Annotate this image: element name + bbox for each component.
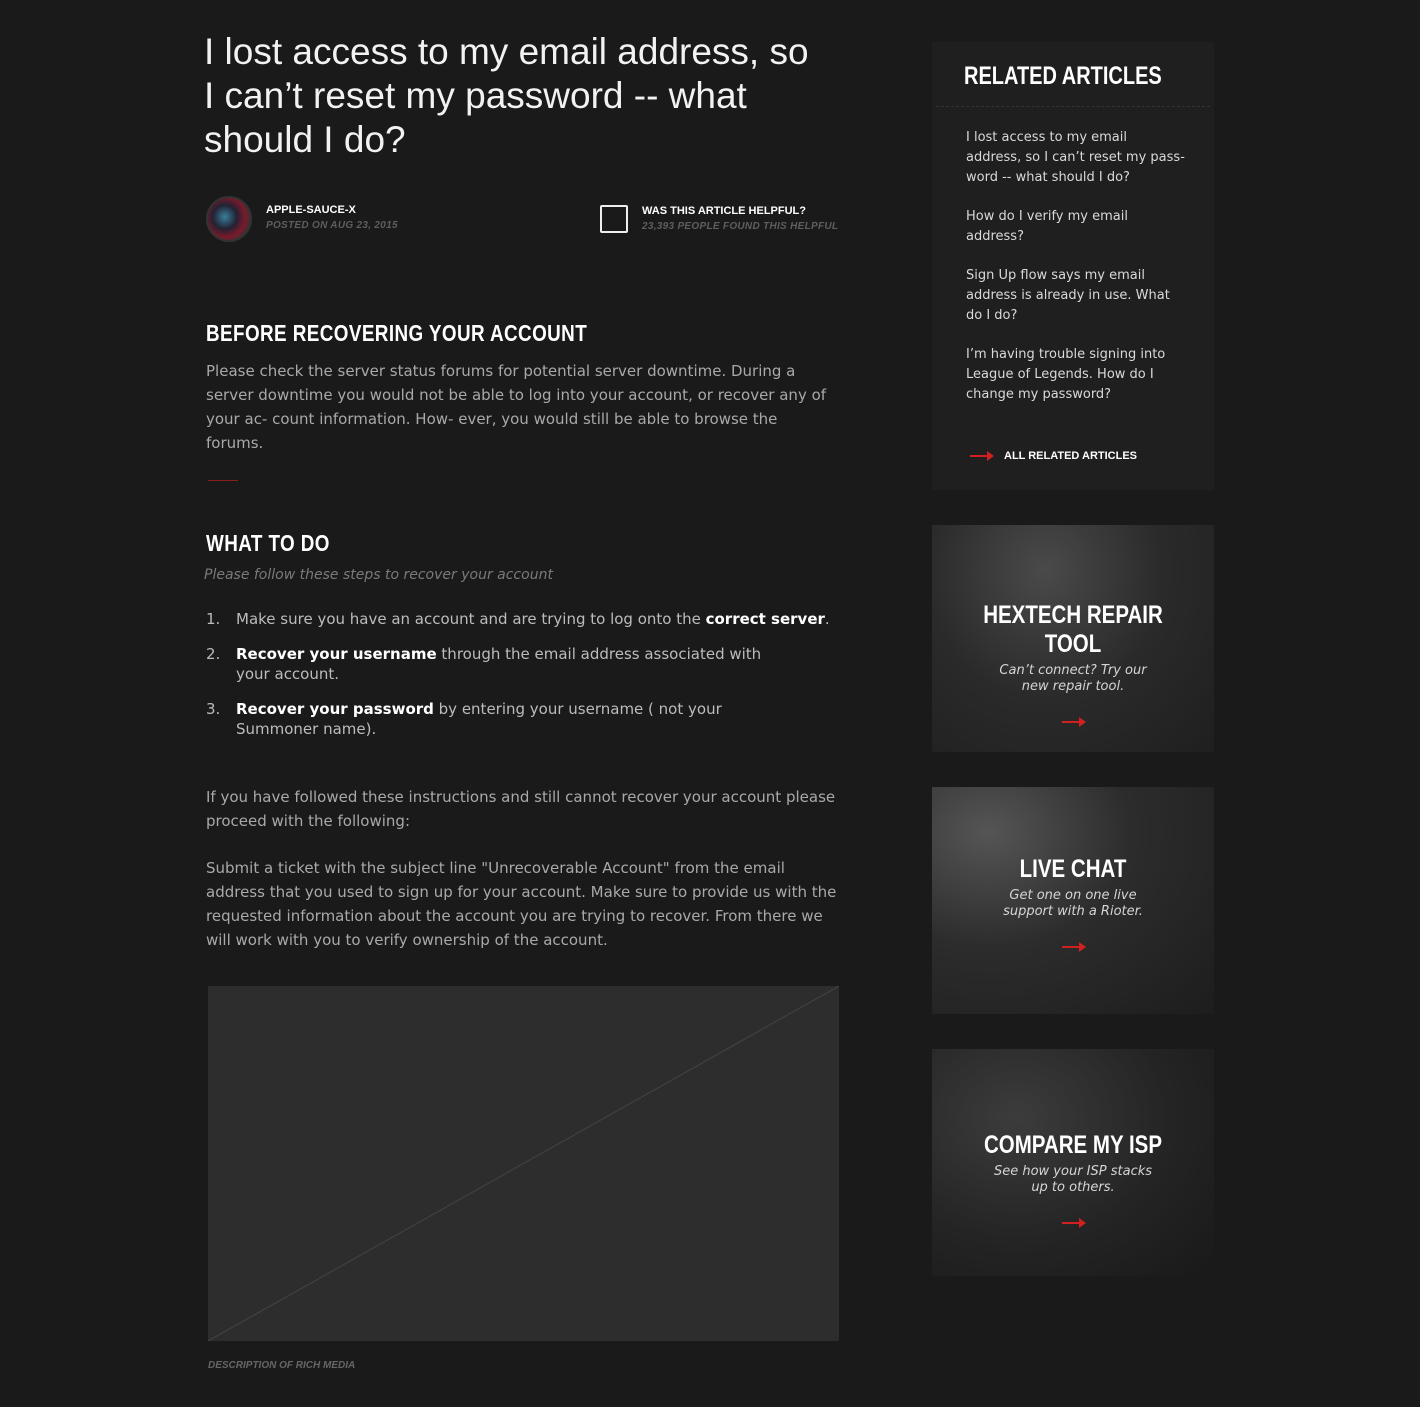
section-before-recovering [206, 320, 838, 455]
related-article-link[interactable]: I lost access to my email address, so I can’t reset my pass- word -- what should I do? [966, 130, 1185, 185]
all-related-articles-link[interactable] [970, 450, 1137, 462]
step-item [206, 699, 846, 739]
card-description: See how your ISP stacks up to others. [993, 1164, 1153, 1195]
card-description: Get one on one live support with a Rioter. [1003, 888, 1143, 919]
avatar[interactable] [206, 196, 252, 242]
step-text: through the email address associated with your account. [236, 645, 762, 683]
related-article-link[interactable]: Sign Up flow says my email address is already in use. What do I do? [966, 268, 1170, 323]
arrow-right-icon [1062, 946, 1084, 948]
steps-list [206, 609, 846, 739]
section-body: Please check the server status forums for potential server downtime. During a server downtime you would not be able to log into your account, or recover any of your ac- count information. How- ever, you would still be able to browse the forums. [206, 362, 827, 452]
divider [208, 480, 238, 481]
step-bold: Recover your username [236, 645, 437, 663]
step-text: Make sure you have an account and are trying to log onto the [236, 610, 706, 628]
rich-media-placeholder[interactable] [208, 986, 839, 1341]
ticket-paragraph: Submit a ticket with the subject line "Unrecoverable Account" from the email address that you used to sign up for your account. Make sure to provide us with the requested information about the account you are trying to recover. From there we will work with you to verify ownership of the account. [206, 859, 837, 949]
instructions-paragraph: If you have followed these instructions and still cannot recover your account please proceed with the following: [206, 788, 836, 830]
section-heading: BEFORE RECOVERING YOUR ACCOUNT [206, 320, 588, 346]
sidebar [932, 42, 1214, 1276]
card-title: HEXTECH REPAIR TOOL [983, 601, 1163, 658]
arrow-right-icon [1062, 1222, 1084, 1224]
compare-my-isp-card[interactable] [932, 1049, 1214, 1276]
live-chat-card[interactable] [932, 787, 1214, 1014]
posted-date: POSTED ON AUG 23, 2015 [266, 220, 398, 231]
step-item [206, 644, 846, 684]
helpful-question: WAS THIS ARTICLE HELPFUL? [642, 205, 806, 217]
related-article-link[interactable]: How do I verify my email address? [966, 209, 1128, 244]
step-item [206, 609, 846, 629]
step-number: 2. [206, 645, 221, 663]
arrow-right-icon [1062, 721, 1084, 723]
step-number: 1. [206, 610, 221, 628]
helpful-count: 23,393 PEOPLE FOUND THIS HELPFUL [642, 221, 839, 232]
all-related-label: ALL RELATED ARTICLES [1004, 450, 1138, 462]
media-caption: DESCRIPTION OF RICH MEDIA [208, 1360, 356, 1371]
step-text: by entering your username ( not your Summoner name). [236, 700, 722, 738]
step-bold: correct server [705, 610, 825, 628]
related-articles-panel [932, 42, 1214, 490]
step-bold: Recover your password [236, 700, 434, 718]
arrow-right-icon [970, 455, 992, 457]
related-article-link[interactable]: I’m having trouble signing into League of Legends. How do I change my password? [966, 347, 1166, 402]
article-title: I lost access to my email address, so I can’t reset my password -- what should I do? [204, 31, 809, 160]
card-description: Can’t connect? Try our new repair tool. [999, 663, 1147, 694]
section-lead: Please follow these steps to recover your account [204, 567, 553, 583]
card-title: LIVE CHAT [1019, 855, 1127, 883]
article-meta [204, 192, 844, 252]
step-text: . [824, 610, 830, 628]
section-heading: WHAT TO DO [206, 530, 330, 556]
card-title: COMPARE MY ISP [983, 1131, 1163, 1159]
helpful-checkbox[interactable] [600, 205, 628, 233]
author-name[interactable]: APPLE-SAUCE-X [266, 204, 356, 216]
hextech-repair-tool-card[interactable] [932, 525, 1214, 752]
related-title: RELATED ARTICLES [964, 62, 1162, 90]
section-what-to-do [206, 530, 846, 754]
divider [936, 106, 1210, 107]
author-info [266, 204, 398, 231]
step-number: 3. [206, 700, 221, 718]
article [204, 30, 844, 1371]
